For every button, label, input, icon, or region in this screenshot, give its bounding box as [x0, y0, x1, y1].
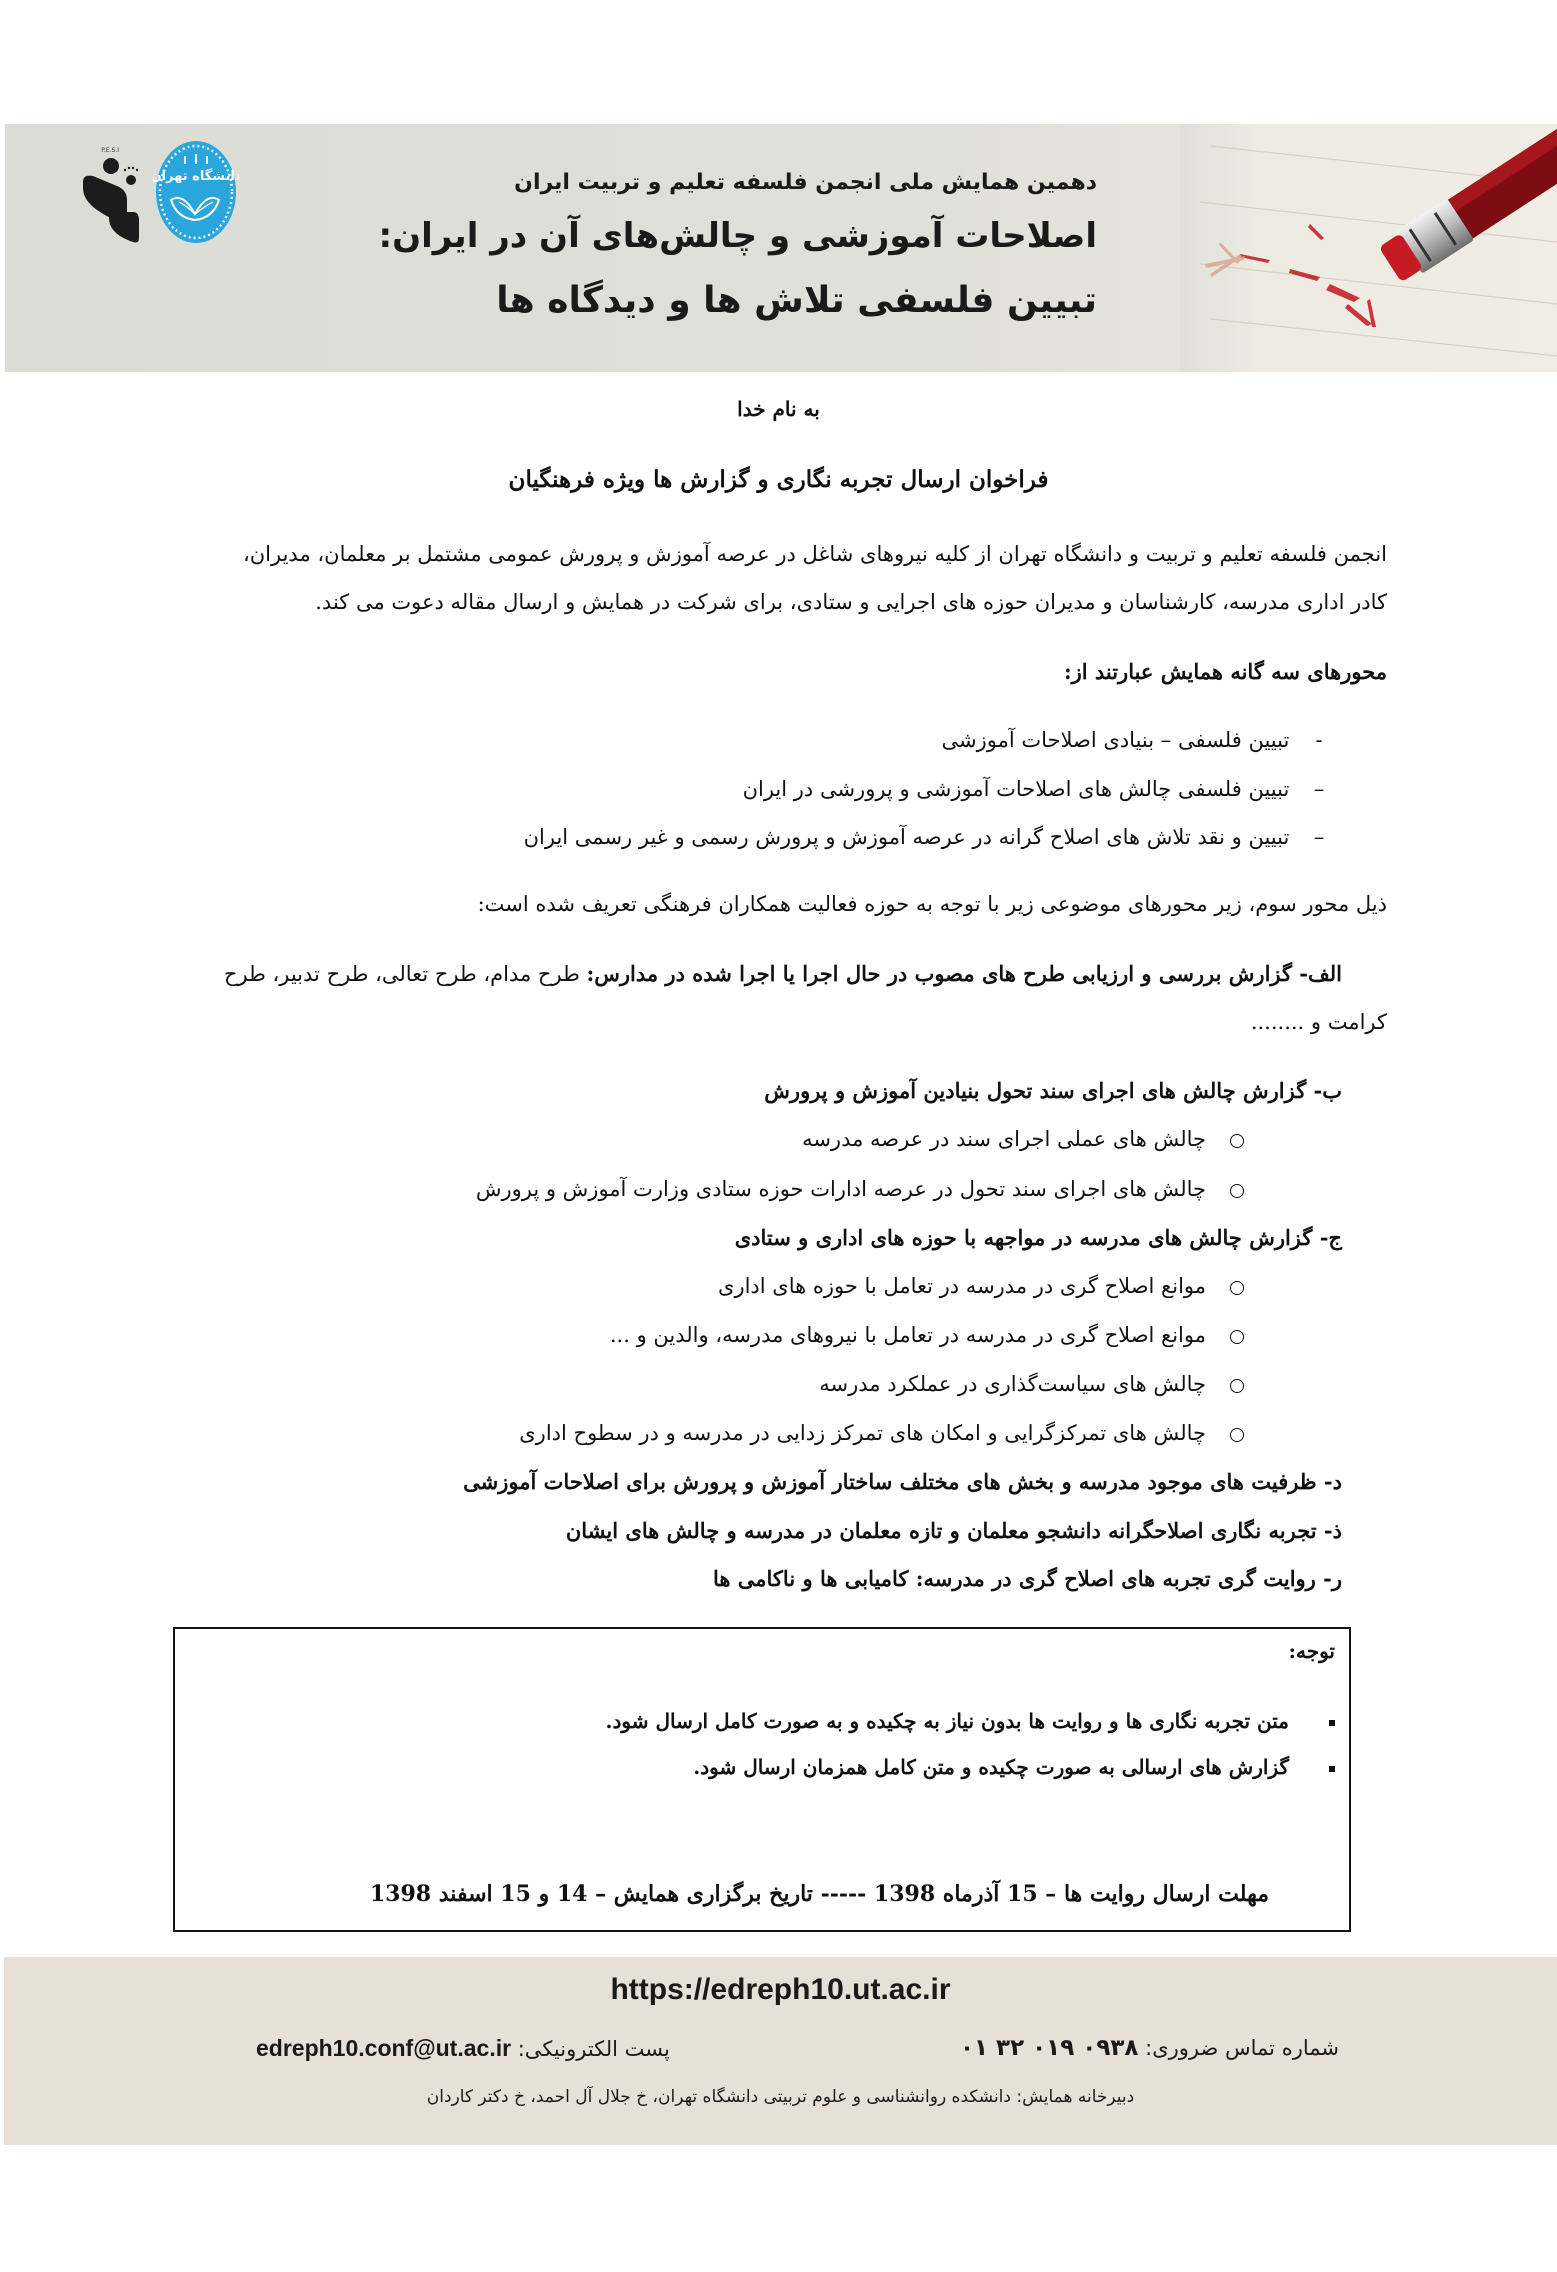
section-jim-item-1 — [718, 1274, 1244, 1298]
section-jim-item-2 — [610, 1323, 1244, 1347]
section-marker: ج- — [1319, 1225, 1342, 1250]
email-link[interactable]: edreph10.conf@ut.ac.ir — [256, 2035, 512, 2061]
item-text: چالش های تمرکزگرایی و امکان های تمرکز زدایی در مدرسه و در سطوح اداری — [519, 1421, 1206, 1445]
axis-text: تبیین فلسفی چالش های اصلاحات آموزشی و پرورشی در ایران — [742, 777, 1290, 801]
pencil-eraser-image — [1180, 124, 1557, 372]
section-jim-item-4 — [519, 1421, 1244, 1445]
section-be-item-2 — [476, 1177, 1244, 1201]
call-title: فراخوان ارسال تجربه نگاری و گزارش ها ویژه فرهنگیان — [508, 466, 1049, 493]
university-logo-text: دانشگاه تهران — [153, 169, 239, 184]
section-marker: ذ- — [1323, 1518, 1342, 1543]
phone-row — [960, 2035, 1339, 2061]
contact-footer — [4, 1957, 1557, 2145]
circle-bullet-icon — [1230, 1134, 1244, 1148]
conference-name: دهمین همایش ملی انجمن فلسفه تعلیم و تربیت ایران — [514, 170, 1097, 195]
conference-banner — [5, 124, 1557, 372]
intro-line-2: کادر اداری مدرسه، کارشناسان و مدیران حوزه های اجرایی و ستادی، برای شرکت در همایش و ارسال مقاله دعوت می کند. — [315, 590, 1387, 614]
pesi-association-logo — [69, 142, 149, 254]
item-text: چالش های اجرای سند تحول در عرصه ادارات حوزه ستادی وزارت آموزش و پرورش — [475, 1177, 1206, 1201]
item-text: چالش های سیاست‌گذاری در عملکرد مدرسه — [819, 1372, 1206, 1396]
section-re — [713, 1566, 1342, 1591]
notice-text: گزارش های ارسالی به صورت چکیده و متن کامل همزمان ارسال شود. — [693, 1755, 1289, 1779]
section-be-heading — [764, 1078, 1342, 1103]
item-text: چالش های عملی اجرای سند در عرصه مدرسه — [802, 1127, 1206, 1151]
item-text: موانع اصلاح گری در مدرسه در تعامل با نیروهای مدرسه، والدین و ... — [609, 1323, 1206, 1347]
section-title: ظرفیت های موجود مدرسه و بخش های مختلف ساختار آموزش و پرورش برای اصلاحات آموزشی — [463, 1469, 1317, 1494]
pencil-eraser-illustration — [1180, 124, 1557, 372]
banner-title-line-2: تبیین فلسفی تلاش ها و دیدگاه ها — [496, 280, 1097, 321]
circle-bullet-icon — [1230, 1428, 1244, 1442]
intro-line-1: انجمن فلسفه تعلیم و تربیت و دانشگاه تهران از کلیه نیروهای شاغل در عرصه آموزش و پرورش عمومی مشتمل بر معلمان، مدیران، — [242, 542, 1387, 566]
dash-marker: – — [1313, 825, 1325, 849]
section-be-item-1 — [802, 1127, 1244, 1151]
section-title: روایت گری تجربه های اصلاح گری در مدرسه: کامیابی ها و ناکامی ها — [713, 1566, 1316, 1591]
notice-text: متن تجربه نگاری ها و روایت ها بدون نیاز به چکیده و به صورت کامل ارسال شود. — [605, 1709, 1289, 1733]
secretariat-address: دبیرخانه همایش: دانشکده روانشناسی و علوم تربیتی دانشگاه تهران، خ جلال آل احمد، خ دکتر کاردان — [426, 2087, 1135, 2107]
section-marker: ر- — [1323, 1566, 1342, 1591]
axis-text: تبیین و نقد تلاش های اصلاح گرانه در عرصه آموزش و پرورش رسمی و غیر رسمی ایران — [523, 825, 1290, 849]
axis-item-2 — [743, 777, 1342, 801]
notice-box — [173, 1627, 1351, 1932]
square-bullet-icon — [1329, 1720, 1335, 1726]
section-title: گزارش چالش های اجرای سند تحول بنیادین آموزش و پرورش — [764, 1078, 1307, 1103]
section-alef-label: الف- گزارش بررسی و ارزیابی طرح های مصوب در حال اجرا یا اجرا شده در مدارس: — [586, 961, 1342, 986]
circle-bullet-icon — [1230, 1281, 1244, 1295]
section-title: گزارش چالش های مدرسه در مواجهه با حوزه های اداری و ستادی — [734, 1225, 1313, 1250]
notice-item-2 — [693, 1755, 1335, 1779]
section-zal — [566, 1518, 1342, 1543]
phone-label: شماره تماس ضروری: — [1145, 2036, 1339, 2060]
notice-item-1 — [606, 1709, 1335, 1733]
axis-item-1 — [942, 728, 1342, 752]
email-label: پست الکترونیکی: — [517, 2037, 670, 2061]
item-text: موانع اصلاح گری در مدرسه در تعامل با حوزه های اداری — [718, 1274, 1206, 1298]
circle-bullet-icon — [1230, 1184, 1244, 1198]
square-bullet-icon — [1329, 1766, 1335, 1772]
axis-text: تبیین فلسفی – بنیادی اصلاحات آموزشی — [941, 728, 1290, 752]
section-jim-heading — [735, 1225, 1342, 1250]
banner-title-line-1: اصلاحات آموزشی و چالش‌های آن در ایران: — [378, 216, 1097, 256]
notice-heading: توجه: — [1288, 1639, 1335, 1663]
website-link[interactable]: https://edreph10.ut.ac.ir — [610, 1973, 951, 2006]
university-of-tehran-logo — [153, 138, 239, 246]
section-marker: د- — [1323, 1469, 1342, 1494]
deadline-line: مهلت ارسال روایت ها – 15 آذرماه 1398 ----- تاریخ برگزاری همایش – 14 و 15 اسفند 1398 — [369, 1881, 1269, 1907]
email-row — [256, 2035, 670, 2062]
phone-number[interactable]: ۰۹۳۸ ۰۱۹ ۳۲ ۰۱ — [959, 2035, 1139, 2061]
pesi-logo-text: P.E.S.I — [101, 147, 119, 154]
basmala: به نام خدا — [737, 397, 820, 421]
section-dal — [463, 1469, 1342, 1494]
section-marker: ب- — [1313, 1078, 1342, 1103]
circle-bullet-icon — [1230, 1330, 1244, 1344]
section-title: تجربه نگاری اصلاحگرانه دانشجو معلمان و تازه معلمان در مدرسه و چالش های ایشان — [565, 1518, 1317, 1543]
section-alef-line-1 — [224, 950, 1342, 998]
dash-marker: - — [1315, 728, 1323, 752]
section-alef-line-2: کرامت و ........ — [1250, 1010, 1387, 1034]
dash-marker: – — [1313, 777, 1325, 801]
axis-item-3 — [524, 825, 1342, 849]
section-alef-plans: طرح مدام، طرح تعالی، طرح تدبیر، طرح — [223, 962, 580, 986]
axes-heading: محورهای سه گانه همایش عبارتند از: — [1063, 659, 1387, 684]
section-jim-item-3 — [819, 1372, 1244, 1396]
sub-axes-intro: ذیل محور سوم، زیر محورهای موضوعی زیر با توجه به حوزه فعالیت همکاران فرهنگی تعریف شده است: — [477, 892, 1387, 916]
circle-bullet-icon — [1230, 1379, 1244, 1393]
